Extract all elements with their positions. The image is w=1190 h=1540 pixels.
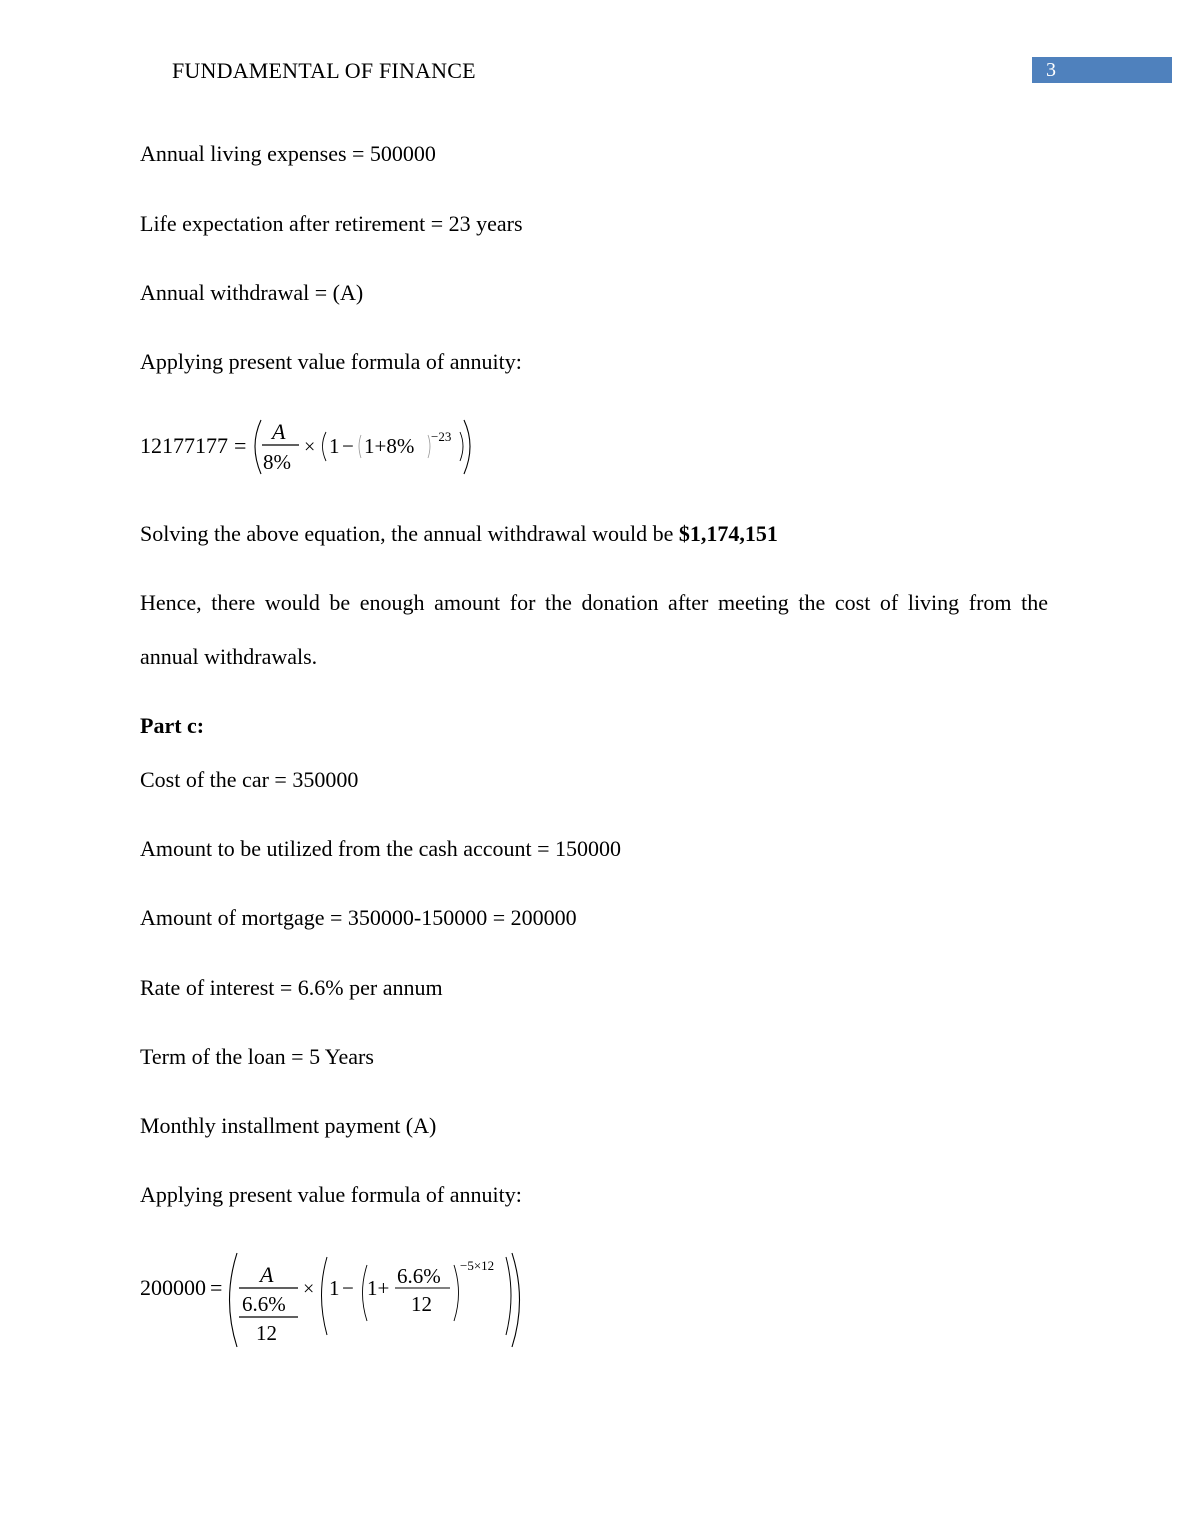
cost-of-car-line: Cost of the car = 350000 — [140, 767, 359, 792]
part-c-heading: Part c: — [140, 713, 205, 738]
eq1-outer-left-paren — [255, 420, 261, 474]
annuity-equation-1 — [138, 410, 478, 482]
eq1-minus: − — [342, 434, 354, 458]
eq2-denominator-rate: 6.6% — [242, 1292, 286, 1316]
annual-withdrawal-line: Annual withdrawal = (A) — [140, 280, 364, 305]
life-expectation-line: Life expectation after retirement = 23 years — [140, 211, 523, 236]
eq1-inner-right-paren — [428, 435, 430, 458]
eq1-one: 1 — [329, 434, 340, 458]
hence-paragraph-line-2: annual withdrawals. — [140, 644, 318, 669]
eq2-one-plus: 1+ — [367, 1276, 390, 1300]
page-number-box — [1032, 57, 1172, 83]
annual-living-expenses-line: Annual living expenses = 500000 — [140, 141, 436, 166]
running-header-title: FUNDAMENTAL OF FINANCE — [172, 58, 476, 83]
eq2-one: 1 — [329, 1276, 340, 1300]
applying-formula-line-1: Applying present value formula of annuity: — [140, 349, 522, 374]
eq1-denominator: 8% — [263, 450, 291, 474]
eq1-inner: 1+8% — [364, 434, 415, 458]
rate-of-interest-line: Rate of interest = 6.6% per annum — [140, 975, 443, 1000]
mortgage-amount-line: Amount of mortgage = 350000-150000 = 200000 — [140, 905, 577, 930]
annual-withdrawal-result: $1,174,151 — [678, 521, 778, 546]
eq1-mid-left-paren — [323, 432, 327, 461]
eq2-inner-right-paren — [454, 1265, 459, 1321]
solving-text: Solving the above equation, the annual withdrawal would be — [140, 521, 679, 546]
eq2-denominator-months: 12 — [256, 1321, 277, 1345]
eq1-lhs: 12177177 — [140, 433, 228, 458]
solving-line — [140, 521, 778, 547]
eq2-mid-left-paren — [322, 1257, 328, 1335]
eq1-times: × — [304, 436, 316, 458]
eq2-numerator: A — [260, 1262, 274, 1287]
eq2-outer-right-paren — [512, 1253, 520, 1347]
eq1-equals: = — [234, 433, 247, 458]
cash-account-line: Amount to be utilized from the cash account = 150000 — [140, 836, 622, 861]
annuity-equation-2 — [138, 1245, 538, 1355]
hence-paragraph-line-1: Hence, there would be enough amount for the donation after meeting the cost of living from the — [140, 590, 1048, 615]
eq2-times: × — [303, 1278, 315, 1300]
eq2-mid-right-paren — [506, 1257, 511, 1335]
eq1-mid-right-paren — [460, 432, 463, 461]
monthly-installment-line: Monthly installment payment (A) — [140, 1113, 437, 1138]
eq1-exponent: −23 — [431, 429, 452, 444]
eq2-minus: − — [342, 1276, 354, 1300]
eq1-numerator: A — [272, 419, 286, 444]
eq1-inner-left-paren — [359, 435, 361, 458]
eq2-inner-months: 12 — [411, 1292, 432, 1316]
eq1-outer-right-paren — [464, 420, 470, 474]
eq2-lhs: 200000 — [140, 1275, 206, 1300]
applying-formula-line-2: Applying present value formula of annuity: — [140, 1182, 522, 1207]
loan-term-line: Term of the loan = 5 Years — [140, 1044, 374, 1069]
eq2-exponent: −5×12 — [460, 1258, 495, 1273]
eq2-outer-left-paren — [230, 1253, 238, 1347]
page-number: 3 — [1046, 59, 1056, 81]
eq2-equals: = — [210, 1275, 223, 1300]
eq2-inner-rate: 6.6% — [397, 1264, 441, 1288]
